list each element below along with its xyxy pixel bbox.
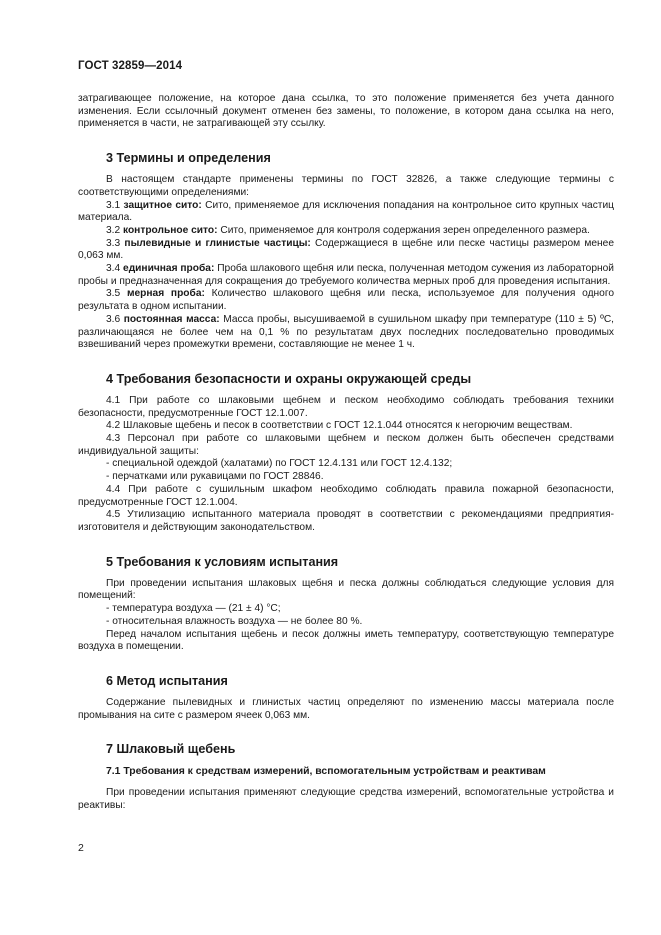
clause-4-2: 4.2 Шлаковые щебень и песок в соответствии с ГОСТ 12.1.044 относятся к негорючим веществам. [106,420,573,432]
term-name: контрольное сито: [123,224,218,236]
document-header: ГОСТ 32859—2014 [78,60,183,72]
term-name: пылевидные и глинистые частицы: [124,237,311,249]
section-6-paragraph: Содержание пылевидных и глинистых частиц определяют по изменению массы материала после промывания на сите с размером ячеек 0,063 мм. [78,696,614,721]
term-definition: Сито, применяемое для контроля содержания зерен определенного размера. [217,224,590,236]
list-item: - специальной одеждой (халатами) по ГОСТ 12.4.131 или ГОСТ 12.4.132; [106,458,453,470]
section-7-title: 7 Шлаковый щебень [106,742,236,757]
page-number: 2 [78,842,84,854]
term-3-2 [78,225,614,238]
clause-4-3: 4.3 Персонал при работе со шлаковыми щебнем и песком должен быть обеспечен средствами индивидуальной защиты: [78,433,614,457]
section-4-title: 4 Требования безопасности и охраны окружающей среды [106,371,472,386]
term-number: 3.6 [106,313,124,325]
term-3-3 [78,238,614,263]
term-name: единичная проба: [123,263,215,275]
document-body [78,93,614,813]
term-definition: Количество шлакового щебня или песка, используемое для получения одного результата в одном испытании. [78,288,614,313]
section-6-title: 6 Метод испытания [106,673,228,688]
subsection-7-1-title: 7.1 Требования к средствам измерений, вспомогательным устройствам и реактивам [106,766,546,778]
section-7-paragraph: При проведении испытания применяют следующие средства измерений, вспомогательные устройства и реактивы: [78,787,614,812]
term-number: 3.1 [106,199,124,211]
section-5-paragraph: При проведении испытания шлаковых щебня и песка должны соблюдаться следующие условия для помещений: [78,577,614,602]
section-5-paragraph: Перед началом испытания щебень и песок должны иметь температуру, соответствующую температуре воздуха в помещении. [78,628,614,653]
term-number: 3.5 [106,288,127,300]
section-3-intro: В настоящем стандарте применены термины по ГОСТ 32826, а также следующие термины с соответствующими определениями: [78,174,614,198]
term-definition: Содержащиеся в щебне или песке частицы размером менее 0,063 мм. [78,237,614,262]
term-name: мерная проба: [126,288,205,300]
term-number: 3.3 [106,237,125,249]
list-item: - относительная влажность воздуха — не более 80 %. [106,615,363,627]
term-3-1 [78,200,614,225]
term-3-6 [78,314,614,352]
clause-4-5: 4.5 Утилизацию испытанного материала проводят в соответствии с рекомендациями предприятия-изготовителя и действующим законодательством. [78,509,614,533]
clause-4-4: 4.4 При работе с сушильным шкафом необходимо соблюдать правила пожарной безопасности, предусмотренные ГОСТ 12.1.004. [78,483,614,508]
list-item: - температура воздуха — (21 ± 4) °С; [106,603,281,615]
term-definition: Проба шлакового щебня или песка, полученная методом сужения из лабораторной пробы и предназначенная для сокращения до требуемого количества мерных проб для проведения испытания. [78,263,614,287]
term-3-5 [78,288,614,313]
term-definition: Сито, применяемое для исключения попадания на контрольное сито крупных частиц материала. [78,199,614,224]
section-3-title: 3 Термины и определения [106,151,271,166]
term-3-4 [78,263,614,288]
section-5-title: 5 Требования к условиям испытания [106,554,339,569]
clause-4-1: 4.1 При работе со шлаковыми щебнем и песком необходимо соблюдать требования техники безопасности, предусмотренные ГОСТ 12.1.007. [78,394,614,419]
term-definition: Масса пробы, высушиваемой в сушильном шкафу при температуре (110 ± 5) ºС, различающаяся не более чем на 0,1 % по результатам двух последних последовательно проводимых взвешиваний через промежутки времени, составляющие не менее 1 ч. [78,313,615,351]
list-item: - перчатками или рукавицами по ГОСТ 28846. [106,471,324,483]
intro-paragraph: затрагивающее положение, на которое дана ссылка, то это положение применяется без учета данного изменения. Если ссылочный документ отменен без замены, то положение, в котором дана ссылка на него, применяется в части, не затрагивающей эту ссылку. [78,93,614,130]
term-name: постоянная масса: [123,313,220,325]
term-number: 3.2 [106,224,123,236]
term-number: 3.4 [106,263,124,275]
term-name: защитное сито: [123,199,202,211]
